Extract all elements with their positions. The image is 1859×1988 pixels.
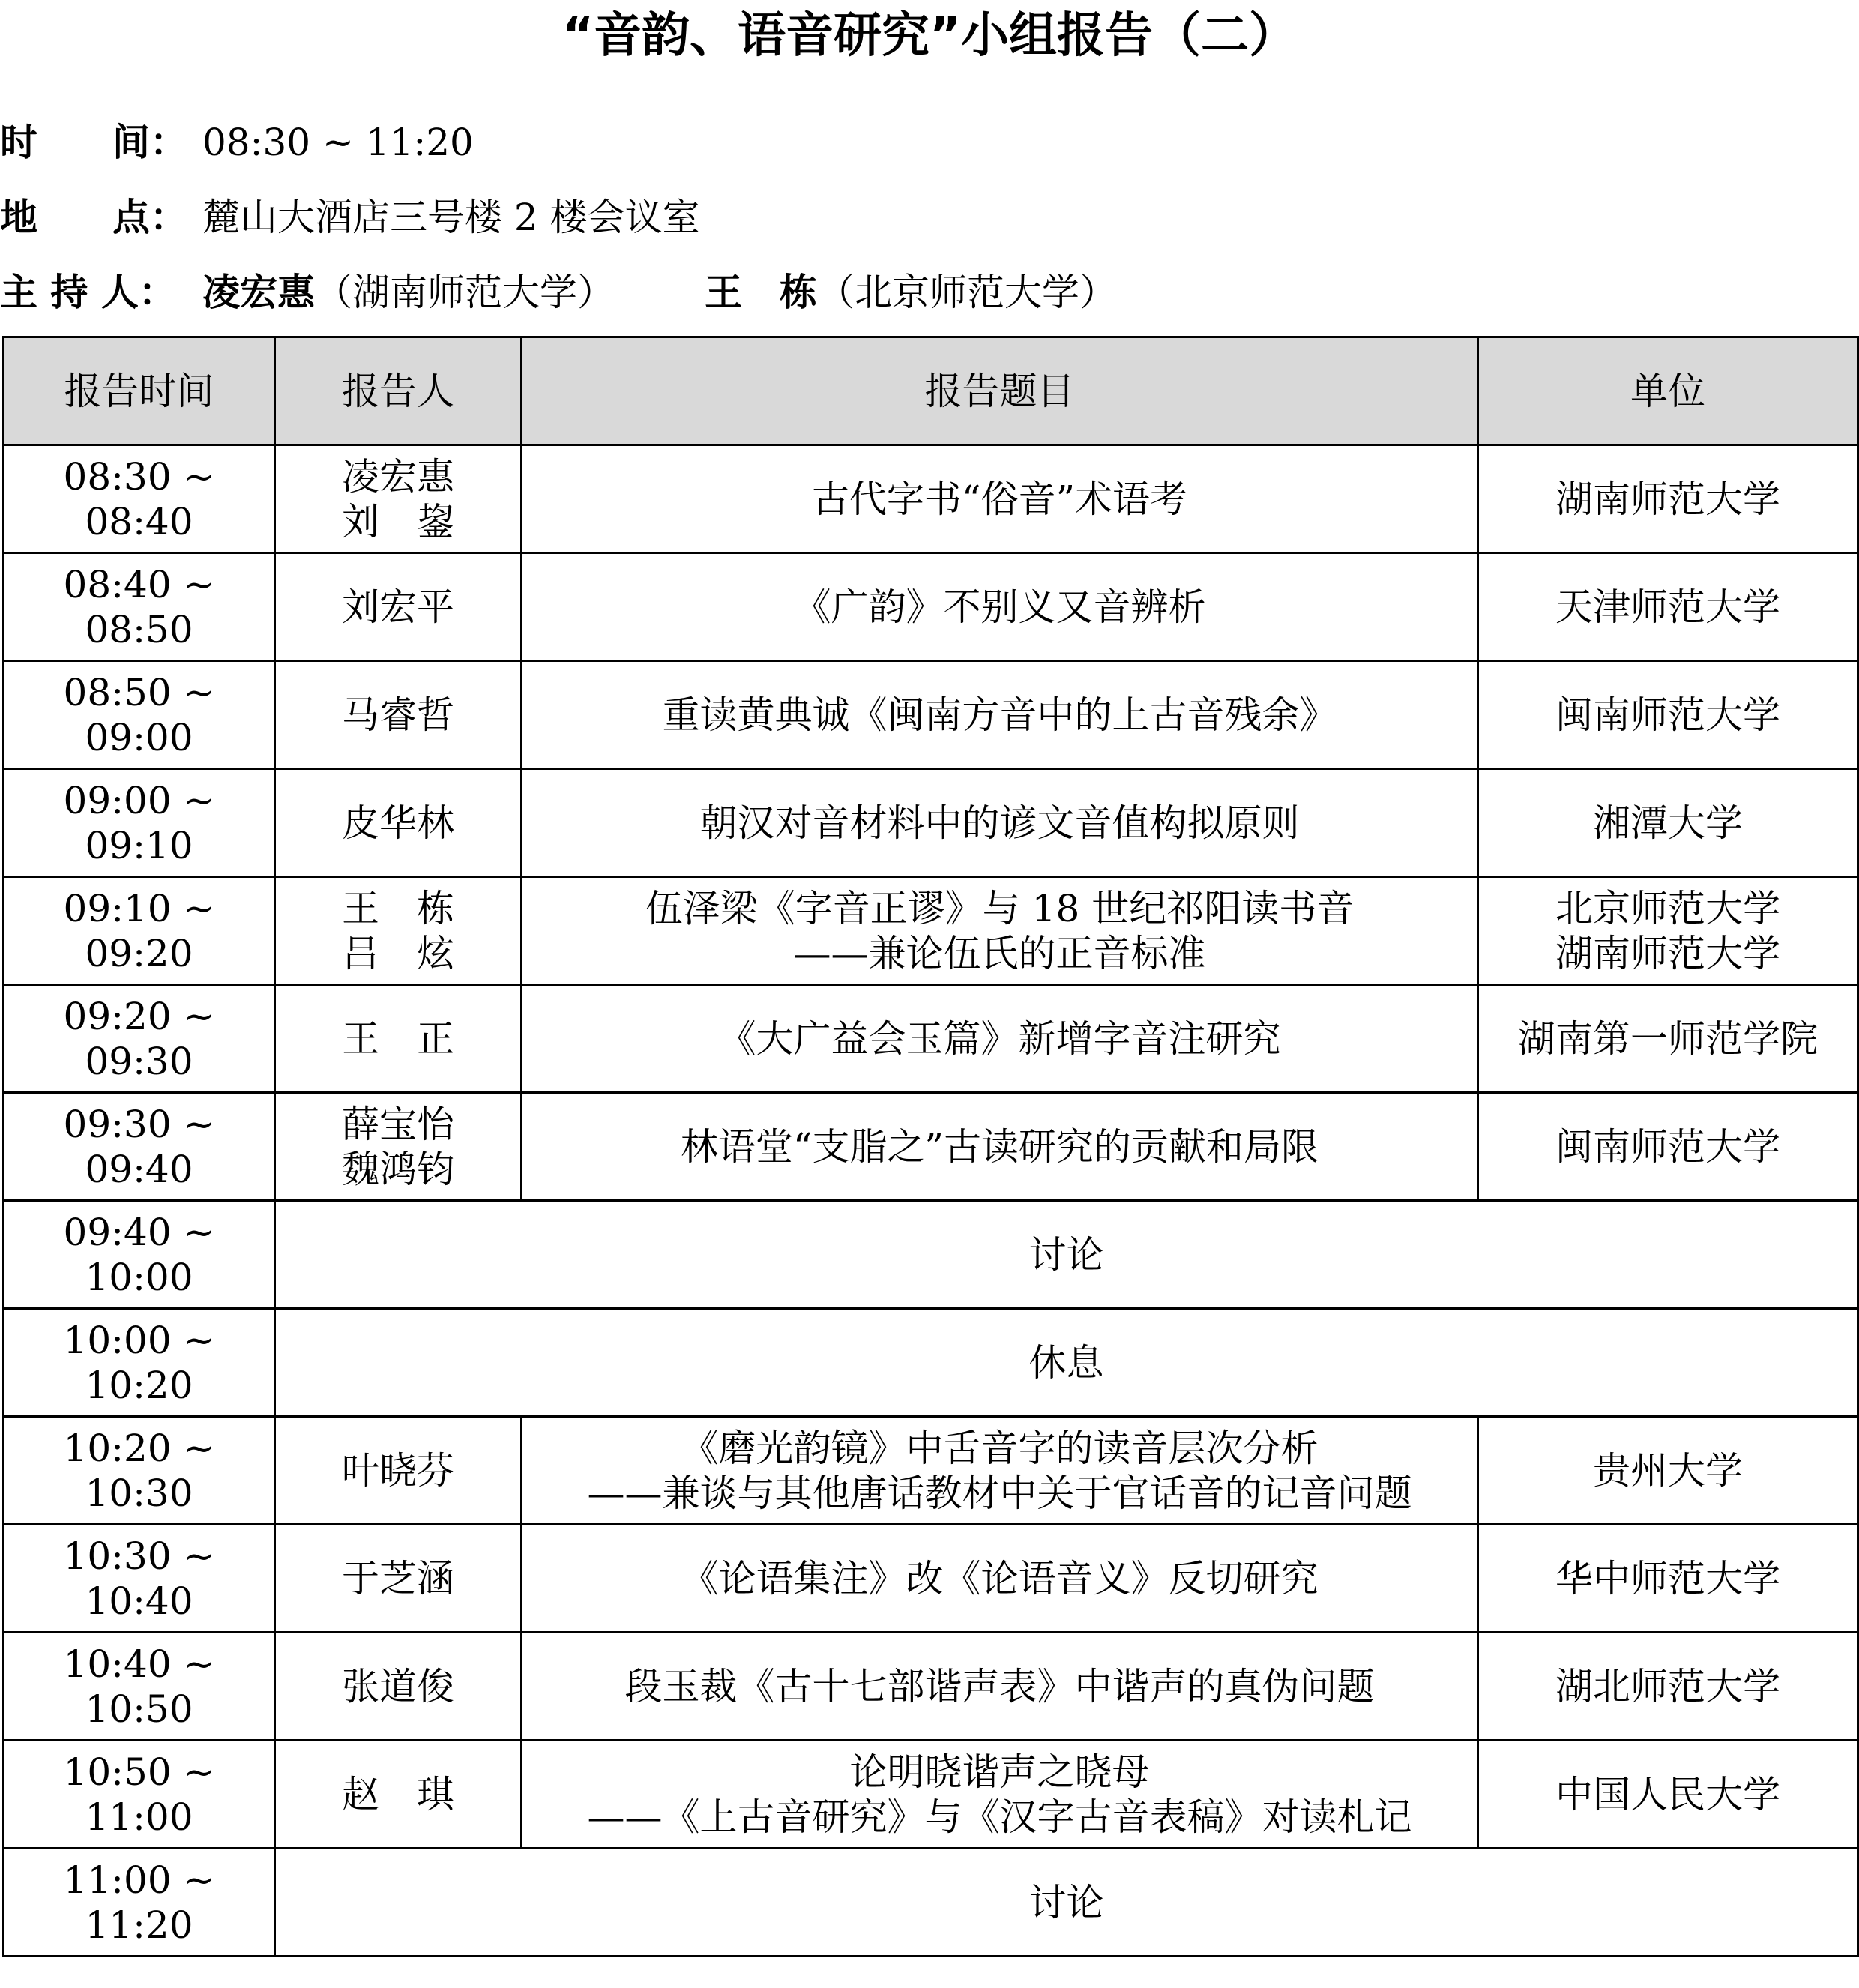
table-row [4,445,1858,553]
table-row [4,1093,1858,1201]
schedule-table [2,336,1859,1957]
header-row [4,337,1858,445]
topic-line: 朝汉对音材料中的谚文音值构拟原则 [699,801,1300,845]
unit-cell [1478,661,1858,769]
report-time: 09:20 ~ 09:30 [4,985,275,1093]
speaker-name: 刘 鋆 [342,499,454,543]
table-row [4,1525,1858,1633]
unit-name: 湖北师范大学 [1555,1664,1780,1708]
host2-name: 王 栋 [705,271,817,314]
topic-line: 段玉裁《古十七部谐声表》中谐声的真伪问题 [624,1664,1375,1708]
host-label: 主 持 人： [0,271,176,314]
speaker-cell [275,553,522,661]
unit-cell [1478,1093,1858,1201]
topic-line: 《磨光韵镜》中舌音字的读音层次分析 [681,1426,1319,1470]
unit-name: 天津师范大学 [1555,585,1780,629]
topic-line: ——《上古音研究》与《汉字古音表稿》对读札记 [587,1795,1412,1839]
speaker-cell [275,1741,522,1849]
speaker-name: 赵 琪 [342,1772,454,1816]
topic-cell [522,553,1478,661]
time-value: 08:30 ~ 11:20 [202,121,474,164]
header-speaker: 报告人 [275,337,522,445]
speaker-cell [275,985,522,1093]
table-row [4,1309,1858,1417]
host2-org: （北京师范大学） [817,271,1117,314]
topic-line: 《论语集注》改《论语音义》反切研究 [681,1556,1319,1600]
topic-cell [522,769,1478,877]
place-value: 麓山大酒店三号楼 2 楼会议室 [202,196,700,239]
speaker-name: 魏鸿钧 [342,1147,454,1191]
table-row [4,1741,1858,1849]
topic-cell [522,1525,1478,1633]
speaker-cell [275,877,522,985]
topic-cell [522,1417,1478,1525]
host1-name: 凌宏惠 [202,271,315,314]
unit-cell [1478,1417,1858,1525]
report-time: 08:30 ~ 08:40 [4,445,275,553]
page-title: “音韵、语音研究”小组报告（二） [561,8,1298,64]
info-time [0,120,474,165]
unit-name: 闽南师范大学 [1555,693,1780,737]
speaker-name: 凌宏惠 [342,454,454,498]
speaker-name: 王 正 [342,1016,454,1061]
speaker-cell [275,445,522,553]
topic-line: ——兼谈与其他唐话教材中关于官话音的记音问题 [587,1471,1412,1515]
speaker-name: 吕 炫 [342,931,454,975]
table-row [4,985,1858,1093]
speaker-cell [275,1417,522,1525]
session-activity: 讨论 [275,1201,1858,1309]
report-time: 10:00 ~ 10:20 [4,1309,275,1417]
topic-cell [522,1741,1478,1849]
topic-cell [522,877,1478,985]
speaker-cell [275,1525,522,1633]
speaker-name: 张道俊 [342,1664,454,1708]
unit-name: 贵州大学 [1593,1448,1743,1492]
speaker-name: 刘宏平 [342,585,454,629]
unit-cell [1478,553,1858,661]
unit-cell [1478,1741,1858,1849]
table-row [4,1417,1858,1525]
topic-line: 《大广益会玉篇》新增字音注研究 [718,1016,1281,1061]
report-time: 08:50 ~ 09:00 [4,661,275,769]
speaker-name: 于芝涵 [342,1556,454,1600]
unit-cell [1478,985,1858,1093]
speaker-cell [275,769,522,877]
place-label: 地 点： [0,196,187,239]
unit-cell [1478,1525,1858,1633]
report-time: 09:00 ~ 09:10 [4,769,275,877]
table-row [4,769,1858,877]
header-unit: 单位 [1478,337,1858,445]
table-row [4,1201,1858,1309]
info-host [0,270,1117,315]
unit-name: 华中师范大学 [1555,1556,1780,1600]
speaker-name: 王 栋 [342,886,454,930]
unit-cell [1478,1633,1858,1741]
topic-line: 论明晓谐声之晓母 [849,1750,1150,1794]
topic-line: 古代字书“俗音”术语考 [811,477,1188,521]
report-time: 10:20 ~ 10:30 [4,1417,275,1525]
report-time: 09:30 ~ 09:40 [4,1093,275,1201]
report-time: 10:50 ~ 11:00 [4,1741,275,1849]
unit-cell [1478,445,1858,553]
table-row [4,553,1858,661]
report-time: 11:00 ~ 11:20 [4,1849,275,1957]
header-topic: 报告题目 [522,337,1478,445]
unit-name: 闽南师范大学 [1555,1124,1780,1169]
table-row [4,1849,1858,1957]
time-label: 时 间： [0,121,187,164]
speaker-name: 皮华林 [342,801,454,845]
unit-name: 湖南师范大学 [1555,931,1780,975]
topic-cell [522,445,1478,553]
topic-line: 林语堂“支脂之”古读研究的贡献和局限 [680,1124,1319,1169]
table-row [4,1633,1858,1741]
table-row [4,877,1858,985]
topic-cell [522,661,1478,769]
unit-name: 中国人民大学 [1555,1772,1780,1816]
topic-line: 伍泽梁《字音正谬》与 18 世纪祁阳读书音 [645,886,1355,930]
speaker-cell [275,661,522,769]
speaker-cell [275,1093,522,1201]
unit-name: 湖南师范大学 [1555,477,1780,521]
host1-org: （湖南师范大学） [315,271,615,314]
topic-cell [522,1093,1478,1201]
topic-line: 《广韵》不别义又音辨析 [793,585,1206,629]
report-time: 10:30 ~ 10:40 [4,1525,275,1633]
unit-name: 湘潭大学 [1593,801,1743,845]
info-place [0,195,700,240]
report-time: 09:40 ~ 10:00 [4,1201,275,1309]
unit-name: 北京师范大学 [1555,886,1780,930]
session-activity: 讨论 [275,1849,1858,1957]
unit-name: 湖南第一师范学院 [1518,1016,1818,1061]
unit-cell [1478,769,1858,877]
topic-line: ——兼论伍氏的正音标准 [793,931,1206,975]
report-time: 10:40 ~ 10:50 [4,1633,275,1741]
report-time: 09:10 ~ 09:20 [4,877,275,985]
topic-cell [522,985,1478,1093]
header-time: 报告时间 [4,337,275,445]
session-activity: 休息 [275,1309,1858,1417]
report-time: 08:40 ~ 08:50 [4,553,275,661]
unit-cell [1478,877,1858,985]
speaker-name: 马睿哲 [342,693,454,737]
speaker-name: 薛宝怡 [342,1102,454,1146]
table-row [4,661,1858,769]
speaker-name: 叶晓芬 [342,1448,454,1492]
topic-cell [522,1633,1478,1741]
topic-line: 重读黄典诚《闽南方音中的上古音残余》 [662,693,1337,737]
speaker-cell [275,1633,522,1741]
